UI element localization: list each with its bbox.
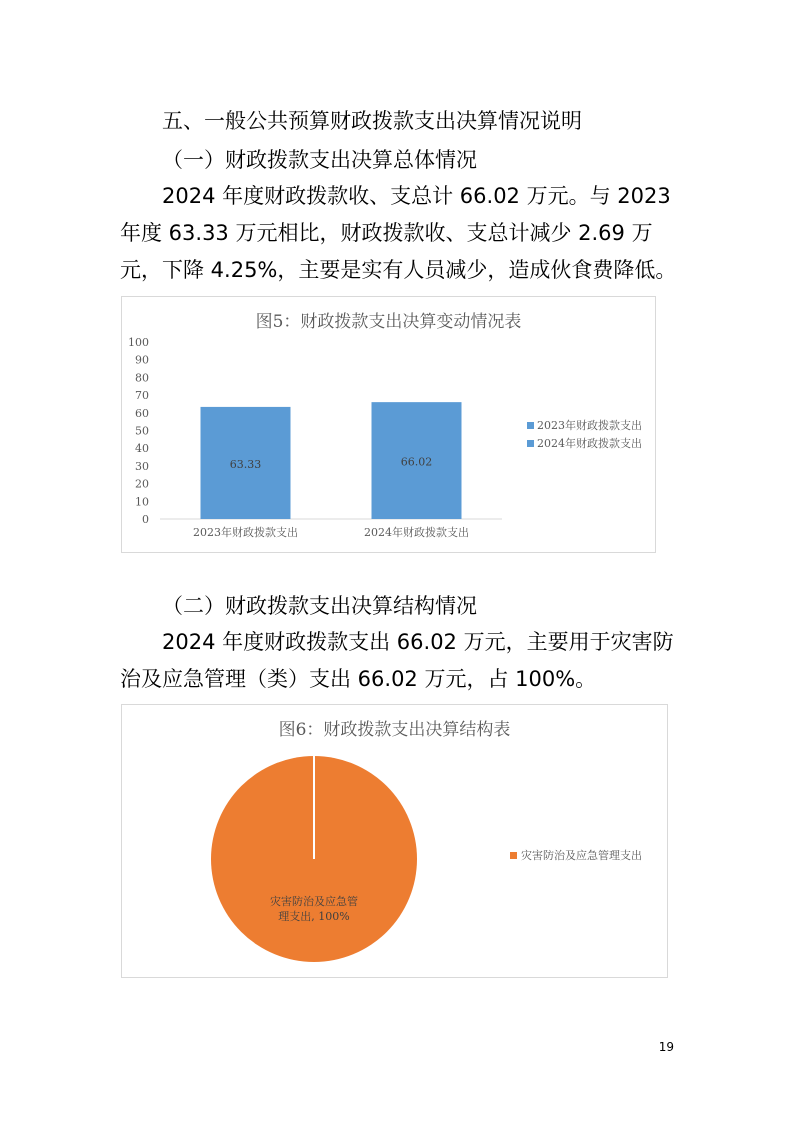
y-tick-label: 0 [142,513,149,526]
paragraph-1: 2024 年度财政拨款收、支总计 66.02 万元。与 2023 年度 63.33 万元相比，财政拨款收、支总计减少 2.69 万元，下降 4.25%，主要是实有人员减少，造成伙食费降低。 [120,184,677,282]
bar-data-label: 63.33 [229,457,262,471]
legend-swatch [527,422,534,429]
pie-data-label: 灾害防治及应急管理支出, 100% [270,895,358,923]
y-tick-label: 100 [128,336,149,349]
legend-swatch [527,440,534,447]
pie-chart-container [121,704,668,978]
x-category-label: 2023年财政拨款支出 [193,526,298,539]
legend-label: 2024年财政拨款支出 [537,437,642,450]
y-tick-label: 20 [135,477,149,491]
legend-swatch [510,852,517,859]
bar-chart-title: 图5：财政拨款支出决算变动情况表 [255,312,522,332]
legend-label: 2023年财政拨款支出 [537,419,642,432]
subsection-2-heading: （二）财政拨款支出决算结构情况 [162,594,477,618]
subsection-1-heading: （一）财政拨款支出决算总体情况 [162,148,477,172]
pie-chart-title: 图6：财政拨款支出决算结构表 [278,720,511,740]
y-tick-label: 80 [135,371,149,385]
y-tick-label: 90 [135,353,149,367]
page-number: 19 [658,1040,674,1054]
y-tick-label: 30 [135,459,149,473]
section-heading: 五、一般公共预算财政拨款支出决算情况说明 [162,109,582,133]
pie-chart [122,705,667,977]
y-tick-label: 50 [135,424,149,438]
bar-chart [122,297,655,552]
bar-data-label: 66.02 [400,455,433,469]
y-tick-label: 10 [135,495,149,509]
paragraph-2: 2024 年度财政拨款支出 66.02 万元，主要用于灾害防治及应急管理（类）支出 66.02 万元，占 100%。 [120,630,674,691]
x-category-label: 2024年财政拨款支出 [364,526,469,539]
legend-label: 灾害防治及应急管理支出 [521,849,642,862]
y-tick-label: 40 [135,442,149,456]
bar-chart-container [121,296,656,553]
y-tick-label: 60 [135,406,149,420]
y-tick-label: 70 [135,389,149,403]
